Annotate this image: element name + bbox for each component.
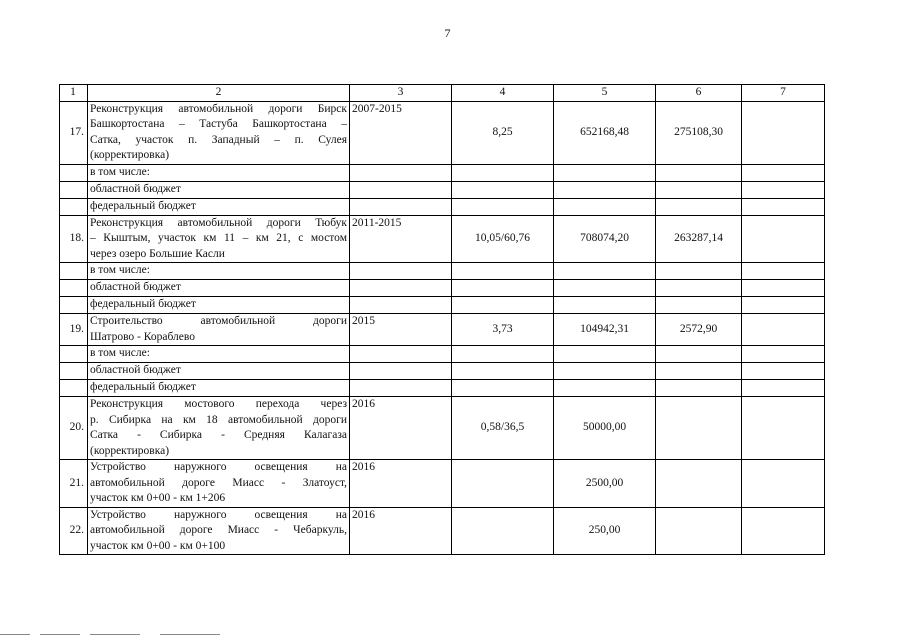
project-col6: [656, 397, 742, 460]
funding-row: [60, 263, 825, 280]
row-number: 21.: [60, 460, 88, 508]
funding-empty-cell: [60, 297, 88, 314]
project-length: 3,73: [452, 314, 554, 346]
project-row: [60, 507, 825, 555]
project-col6: 275108,30: [656, 101, 742, 164]
page-number: 7: [444, 26, 451, 40]
funding-label: областной бюджет: [88, 280, 350, 297]
funding-empty-cell: [742, 297, 825, 314]
header-cell: 3: [350, 85, 452, 102]
funding-empty-cell: [656, 181, 742, 198]
project-cost: 104942,31: [554, 314, 656, 346]
row-number: 20.: [60, 397, 88, 460]
funding-empty-cell: [452, 181, 554, 198]
project-years: 2015: [350, 314, 452, 346]
funding-empty-cell: [742, 363, 825, 380]
row-number: 18.: [60, 215, 88, 263]
table-body: [60, 85, 825, 555]
funding-empty-cell: [60, 380, 88, 397]
project-length: [452, 460, 554, 508]
funding-empty-cell: [742, 346, 825, 363]
header-cell: 1: [60, 85, 88, 102]
header-cell: 2: [88, 85, 350, 102]
funding-empty-cell: [60, 181, 88, 198]
funding-label: федеральный бюджет: [88, 380, 350, 397]
funding-empty-cell: [350, 198, 452, 215]
project-name-line: автомобильной дороге Миасс - Чебаркуль,: [90, 524, 347, 536]
project-row: [60, 397, 825, 460]
project-name-line: участок км 0+00 - км 1+206: [90, 492, 226, 504]
funding-empty-cell: [742, 181, 825, 198]
funding-empty-cell: [742, 198, 825, 215]
funding-empty-cell: [554, 181, 656, 198]
row-number: 22.: [60, 507, 88, 555]
funding-empty-cell: [350, 164, 452, 181]
project-name-line: Сатка - Сибирка - Средняя Калагаза: [90, 429, 347, 441]
project-years: 2011-2015: [350, 215, 452, 263]
funding-empty-cell: [452, 198, 554, 215]
project-col6: 2572,90: [656, 314, 742, 346]
funding-row: [60, 181, 825, 198]
funding-label: в том числе:: [88, 346, 350, 363]
funding-empty-cell: [656, 280, 742, 297]
funding-row: [60, 297, 825, 314]
project-cost: 2500,00: [554, 460, 656, 508]
project-row: [60, 314, 825, 346]
funding-label: федеральный бюджет: [88, 297, 350, 314]
funding-empty-cell: [452, 280, 554, 297]
funding-empty-cell: [742, 263, 825, 280]
funding-label: областной бюджет: [88, 181, 350, 198]
funding-empty-cell: [742, 164, 825, 181]
project-name-line: Реконструкция автомобильной дороги Бирск: [90, 102, 347, 115]
funding-empty-cell: [60, 363, 88, 380]
project-years: 2016: [350, 460, 452, 508]
projects-table: [59, 84, 825, 555]
project-name: [88, 101, 350, 164]
project-name-line: р. Сибирка на км 18 автомобильной дороги: [90, 413, 347, 426]
project-col7: [742, 101, 825, 164]
header-cell: 5: [554, 85, 656, 102]
project-name-line: Устройство наружного освещения на: [90, 508, 347, 521]
project-years: 2016: [350, 397, 452, 460]
funding-empty-cell: [656, 297, 742, 314]
project-col7: [742, 460, 825, 508]
funding-empty-cell: [452, 297, 554, 314]
funding-empty-cell: [742, 380, 825, 397]
project-row: [60, 460, 825, 508]
project-name: [88, 314, 350, 346]
project-row: [60, 101, 825, 164]
funding-empty-cell: [60, 164, 88, 181]
project-name-line: через озеро Большие Касли: [90, 247, 225, 260]
funding-empty-cell: [452, 346, 554, 363]
project-length: 0,58/36,5: [452, 397, 554, 460]
funding-empty-cell: [554, 280, 656, 297]
funding-row: [60, 346, 825, 363]
header-cell: 7: [742, 85, 825, 102]
project-name-line: (корректировка): [90, 444, 170, 457]
funding-empty-cell: [452, 164, 554, 181]
row-number: 19.: [60, 314, 88, 346]
project-col6: [656, 507, 742, 555]
funding-empty-cell: [554, 363, 656, 380]
funding-label: в том числе:: [88, 263, 350, 280]
funding-empty-cell: [554, 164, 656, 181]
funding-empty-cell: [656, 363, 742, 380]
project-name-line: – Кыштым, участок км 11 – км 21, с мостом: [90, 232, 347, 244]
header-row: [60, 85, 825, 102]
project-col7: [742, 397, 825, 460]
funding-empty-cell: [350, 181, 452, 198]
funding-row: [60, 198, 825, 215]
funding-empty-cell: [452, 263, 554, 280]
funding-empty-cell: [656, 263, 742, 280]
project-name: [88, 507, 350, 555]
funding-row: [60, 380, 825, 397]
funding-empty-cell: [656, 164, 742, 181]
header-cell: 6: [656, 85, 742, 102]
project-length: 10,05/60,76: [452, 215, 554, 263]
funding-empty-cell: [452, 363, 554, 380]
project-length: 8,25: [452, 101, 554, 164]
project-name: [88, 460, 350, 508]
funding-empty-cell: [60, 280, 88, 297]
project-name-line: участок км 0+00 - км 0+100: [90, 539, 226, 552]
row-number: 17.: [60, 101, 88, 164]
funding-label: в том числе:: [88, 164, 350, 181]
project-name: [88, 215, 350, 263]
project-name-line: Устройство наружного освещения на: [90, 461, 347, 473]
project-name-line: Башкортостана – Тастуба Башкортостана –: [90, 118, 347, 130]
project-col7: [742, 215, 825, 263]
funding-empty-cell: [742, 280, 825, 297]
project-name-line: Сатка, участок п. Западный – п. Сулея: [90, 133, 347, 146]
funding-empty-cell: [350, 380, 452, 397]
project-row: [60, 215, 825, 263]
project-name: [88, 397, 350, 460]
funding-empty-cell: [350, 346, 452, 363]
funding-empty-cell: [554, 297, 656, 314]
project-col6: [656, 460, 742, 508]
project-name-line: Шатрово - Кораблево: [90, 330, 195, 343]
project-name-line: Реконструкция автомобильной дороги Тюбук: [90, 216, 347, 229]
funding-empty-cell: [60, 198, 88, 215]
funding-empty-cell: [554, 346, 656, 363]
project-cost: 50000,00: [554, 397, 656, 460]
project-length: [452, 507, 554, 555]
funding-label: федеральный бюджет: [88, 198, 350, 215]
project-years: 2007-2015: [350, 101, 452, 164]
funding-empty-cell: [656, 198, 742, 215]
funding-empty-cell: [350, 263, 452, 280]
project-name-line: автомобильной дороге Миасс - Златоуст,: [90, 476, 347, 489]
funding-row: [60, 280, 825, 297]
project-years: 2016: [350, 507, 452, 555]
header-cell: 4: [452, 85, 554, 102]
project-name-line: Реконструкция мостового перехода через: [90, 398, 347, 410]
funding-empty-cell: [554, 263, 656, 280]
funding-empty-cell: [60, 346, 88, 363]
funding-empty-cell: [350, 280, 452, 297]
funding-empty-cell: [452, 380, 554, 397]
funding-label: областной бюджет: [88, 363, 350, 380]
project-cost: 652168,48: [554, 101, 656, 164]
funding-empty-cell: [554, 380, 656, 397]
funding-empty-cell: [350, 363, 452, 380]
funding-empty-cell: [656, 380, 742, 397]
funding-empty-cell: [656, 346, 742, 363]
scan-artifact-marks: [0, 634, 240, 636]
project-col7: [742, 507, 825, 555]
funding-empty-cell: [554, 198, 656, 215]
funding-empty-cell: [350, 297, 452, 314]
project-name-line: (корректировка): [90, 149, 170, 161]
project-col6: 263287,14: [656, 215, 742, 263]
project-name-line: Строительство автомобильной дороги: [90, 315, 347, 327]
funding-row: [60, 164, 825, 181]
funding-empty-cell: [60, 263, 88, 280]
funding-row: [60, 363, 825, 380]
project-col7: [742, 314, 825, 346]
project-cost: 708074,20: [554, 215, 656, 263]
project-cost: 250,00: [554, 507, 656, 555]
